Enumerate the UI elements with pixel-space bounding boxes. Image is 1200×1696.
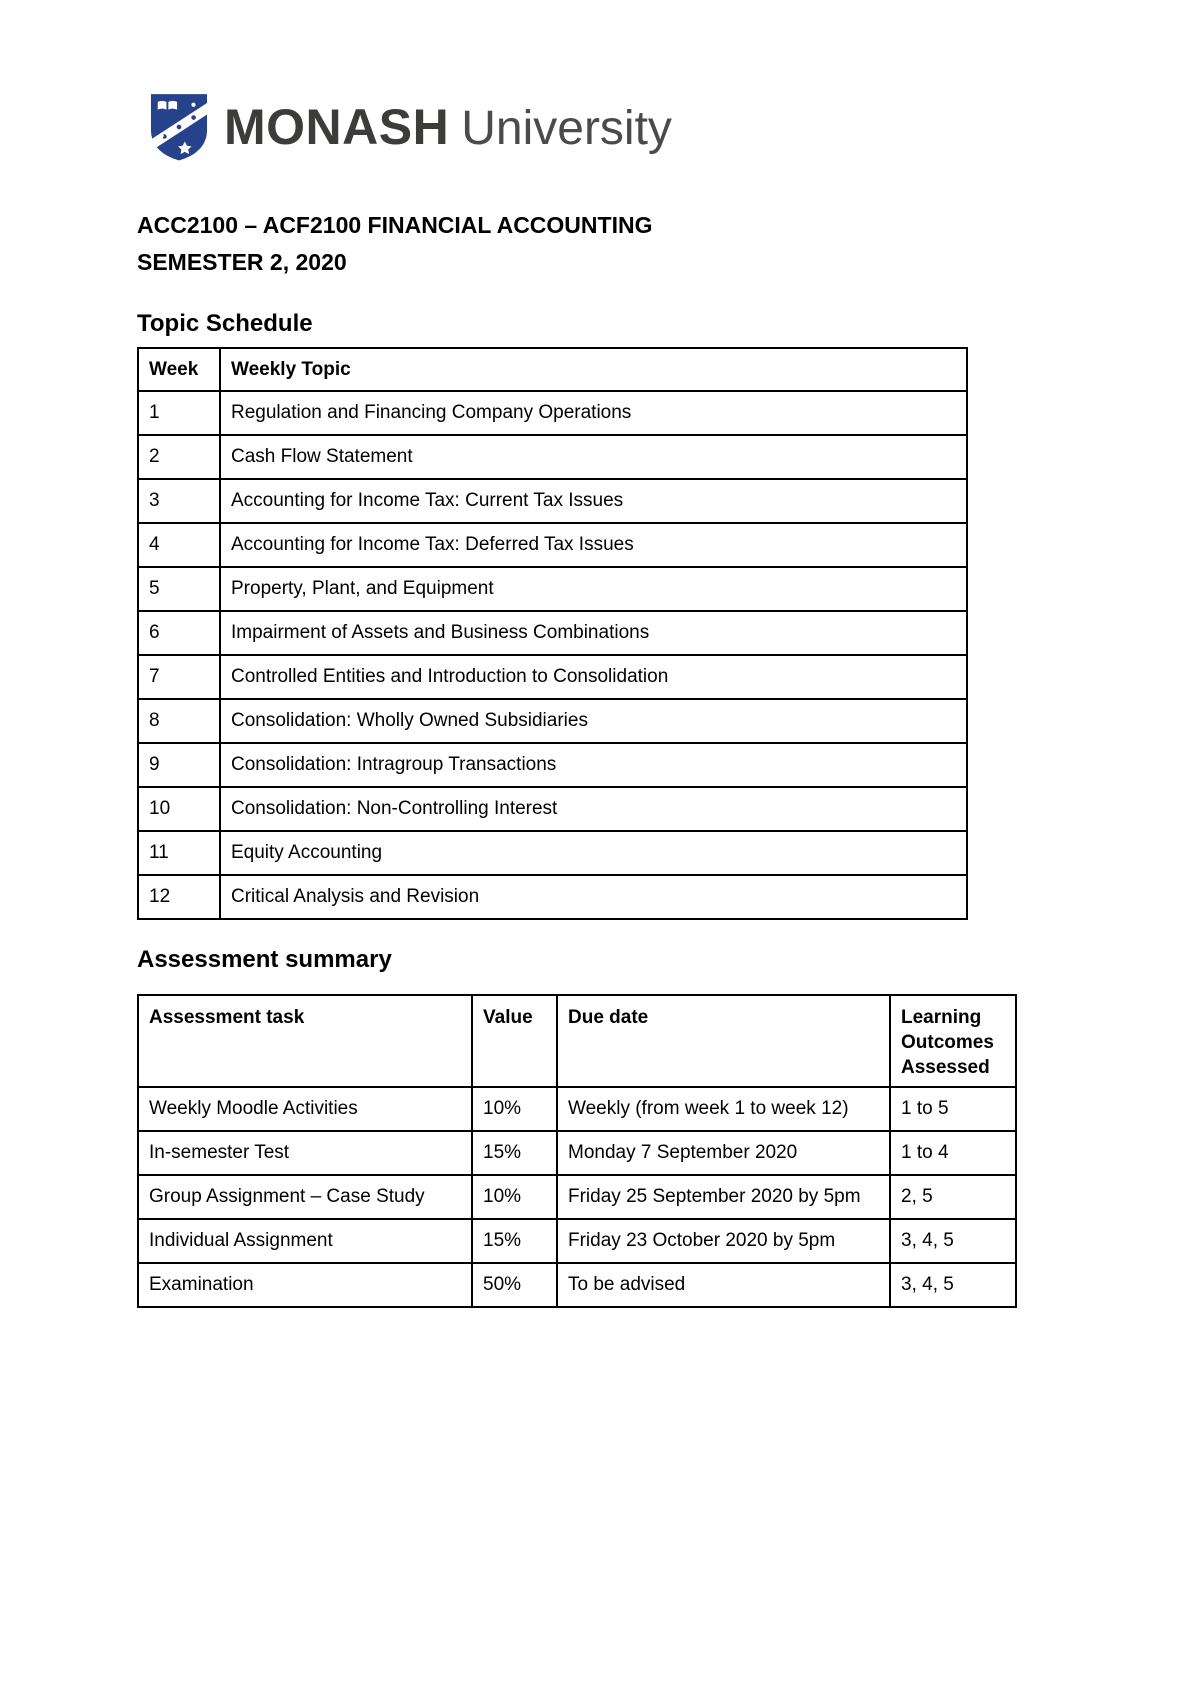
table-header-row [138, 348, 967, 391]
lo-cell: 3, 4, 5 [890, 1263, 1016, 1307]
week-cell: 5 [138, 567, 220, 611]
table-row [138, 391, 967, 435]
topic-cell: Consolidation: Intragroup Transactions [220, 743, 967, 787]
topic-schedule-table [137, 347, 968, 920]
table-row [138, 1175, 1016, 1219]
topic-cell: Controlled Entities and Introduction to Consolidation [220, 655, 967, 699]
topic-cell: Consolidation: Wholly Owned Subsidiaries [220, 699, 967, 743]
table-row [138, 655, 967, 699]
logo-suffix: University [461, 102, 672, 155]
topic-cell: Impairment of Assets and Business Combinations [220, 611, 967, 655]
lo-cell: 2, 5 [890, 1175, 1016, 1219]
week-cell: 4 [138, 523, 220, 567]
document-title-block [137, 207, 652, 281]
due-cell: Weekly (from week 1 to week 12) [557, 1087, 890, 1131]
table-row [138, 831, 967, 875]
task-cell: In-semester Test [138, 1131, 472, 1175]
week-cell: 12 [138, 875, 220, 919]
column-header-due-date: Due date [557, 995, 890, 1087]
value-cell: 15% [472, 1219, 557, 1263]
column-header-assessment-task: Assessment task [138, 995, 472, 1087]
due-cell: To be advised [557, 1263, 890, 1307]
monash-crest-icon [150, 93, 208, 161]
assessment-summary-heading: Assessment summary [137, 946, 392, 973]
week-cell: 11 [138, 831, 220, 875]
table-row [138, 435, 967, 479]
value-cell: 10% [472, 1087, 557, 1131]
topic-schedule-heading: Topic Schedule [137, 310, 313, 337]
lo-cell: 1 to 5 [890, 1087, 1016, 1131]
column-header-value: Value [472, 995, 557, 1087]
course-title: ACC2100 – ACF2100 FINANCIAL ACCOUNTING [137, 212, 653, 238]
table-row [138, 611, 967, 655]
task-cell: Examination [138, 1263, 472, 1307]
table-row [138, 1219, 1016, 1263]
due-cell: Monday 7 September 2020 [557, 1131, 890, 1175]
table-row [138, 743, 967, 787]
due-cell: Friday 23 October 2020 by 5pm [557, 1219, 890, 1263]
monash-logo [150, 93, 672, 161]
topic-cell: Cash Flow Statement [220, 435, 967, 479]
week-cell: 7 [138, 655, 220, 699]
monash-logo-text [224, 98, 672, 156]
topic-cell: Consolidation: Non-Controlling Interest [220, 787, 967, 831]
week-cell: 8 [138, 699, 220, 743]
task-cell: Individual Assignment [138, 1219, 472, 1263]
week-cell: 1 [138, 391, 220, 435]
table-row [138, 1087, 1016, 1131]
value-cell: 10% [472, 1175, 557, 1219]
topic-cell: Regulation and Financing Company Operations [220, 391, 967, 435]
topic-cell: Equity Accounting [220, 831, 967, 875]
due-cell: Friday 25 September 2020 by 5pm [557, 1175, 890, 1219]
table-row [138, 699, 967, 743]
topic-cell: Accounting for Income Tax: Deferred Tax Issues [220, 523, 967, 567]
value-cell: 15% [472, 1131, 557, 1175]
table-row [138, 1263, 1016, 1307]
week-cell: 2 [138, 435, 220, 479]
table-row [138, 523, 967, 567]
column-header-learning-outcomes: Learning Outcomes Assessed [890, 995, 1016, 1087]
lo-cell: 3, 4, 5 [890, 1219, 1016, 1263]
task-cell: Group Assignment – Case Study [138, 1175, 472, 1219]
table-row [138, 1131, 1016, 1175]
topic-cell: Property, Plant, and Equipment [220, 567, 967, 611]
semester-subtitle: SEMESTER 2, 2020 [137, 249, 347, 275]
table-header-row [138, 995, 1016, 1087]
logo-brand: MONASH [224, 99, 450, 155]
topic-cell: Accounting for Income Tax: Current Tax Issues [220, 479, 967, 523]
week-cell: 6 [138, 611, 220, 655]
topic-cell: Critical Analysis and Revision [220, 875, 967, 919]
column-header-weekly-topic: Weekly Topic [220, 348, 967, 391]
task-cell: Weekly Moodle Activities [138, 1087, 472, 1131]
lo-cell: 1 to 4 [890, 1131, 1016, 1175]
week-cell: 9 [138, 743, 220, 787]
column-header-week: Week [138, 348, 220, 391]
week-cell: 3 [138, 479, 220, 523]
table-row [138, 875, 967, 919]
week-cell: 10 [138, 787, 220, 831]
table-row [138, 787, 967, 831]
table-row [138, 479, 967, 523]
table-row [138, 567, 967, 611]
value-cell: 50% [472, 1263, 557, 1307]
assessment-summary-table [137, 994, 1017, 1308]
